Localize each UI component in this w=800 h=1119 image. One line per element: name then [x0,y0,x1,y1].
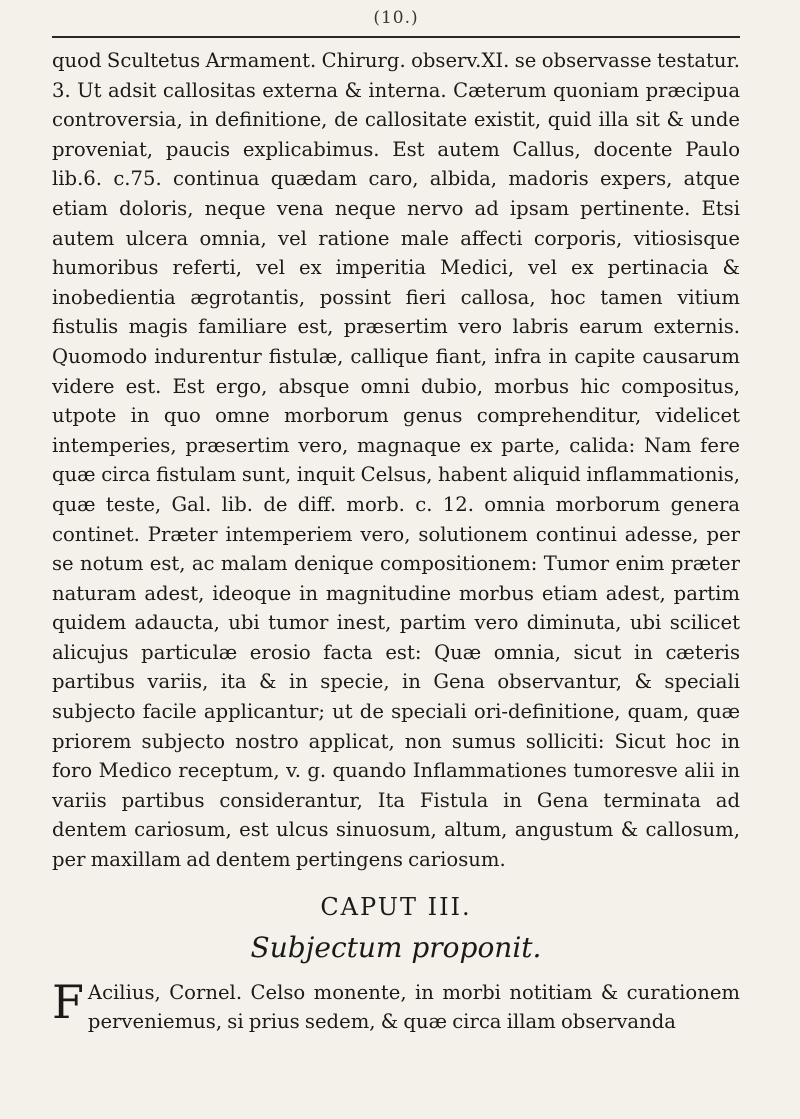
main-text [52,46,740,875]
paragraph-1: quod Scultetus Armament. Chirurg. observ.XI. se observasse testatur. 3. Ut adsit callositas externa & interna. Cæterum quoniam præcipua controversia, in definitione, de callositate existit, quid illa sit & unde proveniat, paucis explicabimus. Est autem Callus, docente Paulo lib.6. c.75. continua quædam caro, albida, madoris expers, atque etiam doloris, neque vena neque nervo ad ipsam pertinente. Etsi autem ulcera omnia, vel ratione male affecti corporis, vitiosisque humoribus referti, vel ex imperitia Medici, vel ex pertinacia & inobedientia ægrotantis, possint fieri callosa, hoc tamen vitium fistulis magis familiare est, præsertim vero labris earum externis. Quomodo indurentur fistulæ, callique fiant, infra in capite causarum videre est. Est ergo, absque omni dubio, morbus hic compositus, utpote in quo omne morborum genus comprehenditur, videlicet intemperies, præsertim vero, magnaque ex parte, calida: Nam fere quæ circa fistulam sunt, inquit Celsus, habent aliquid inflammationis, quæ teste, Gal. lib. de diff. morb. c. 12. omnia morborum genera continet. Præter intemperiem vero, solutionem continui adesse, per se notum est, ac malam denique compositionem: Tumor enim præter naturam adest, ideoque in magnitudine morbus etiam adest, partim quidem adaucta, ubi tumor inest, partim vero diminuta, ubi scilicet alicujus particulæ erosio facta est: Quæ omnia, sicut in cæteris partibus variis, ita & in specie, in Gena observantur, & speciali subjecto facile applicantur; ut de speciali ori-definitione, quam, quæ priorem subjecto nostro applicat, non sumus solliciti: Sicut hoc in foro Medico receptum, v. g. quando Inflammationes tumoresve alii in variis partibus considerantur, Ita Fistula in Gena terminata ad dentem cariosum, est ulcus sinuosum, altum, angustum & callosum, per maxillam ad dentem pertingens cariosum. [52,49,740,872]
page-number: (10.) [373,8,419,28]
final-paragraph [52,974,740,1037]
chapter-subtitle: Subjectum proponit. [250,930,542,964]
dropcap-letter: F [52,974,84,1029]
chapter-heading: CAPUT III. [320,892,472,921]
final-paragraph-text: Acilius, Cornel. Celso monente, in morbi notitiam & curationem perveniemus, si prius sedem, & quæ circa illam observanda [87,980,740,1034]
header-rule [52,36,740,38]
